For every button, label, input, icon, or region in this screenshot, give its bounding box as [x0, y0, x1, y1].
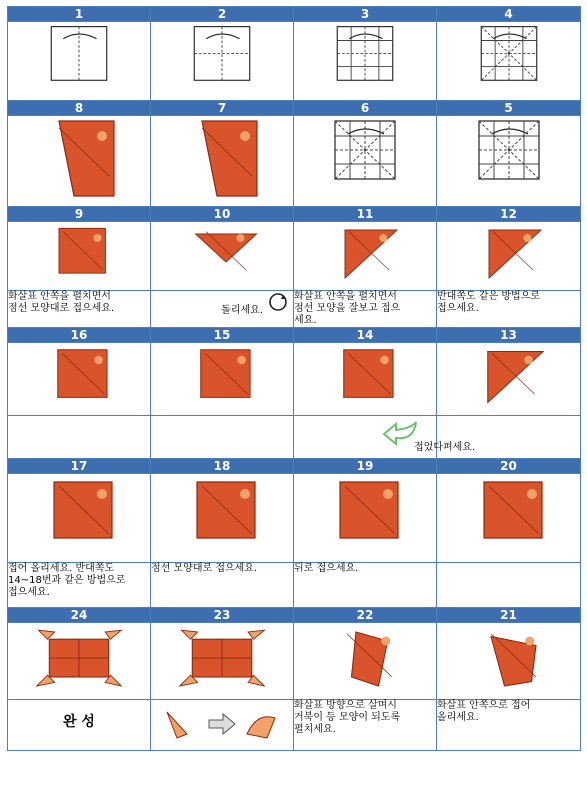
- hand-right-arrow-icon: [157, 704, 287, 744]
- step-diagram-cell: [294, 343, 437, 416]
- folded-paper: [197, 482, 255, 538]
- diagram-row: [8, 22, 581, 101]
- step-diagram: [300, 474, 430, 554]
- step-number: 4: [437, 7, 581, 22]
- instruction-text: 접어 올리세요. 반대쪽도 14~18번과 같은 방법으로 접으세요.: [8, 563, 126, 598]
- step-diagram: [444, 474, 574, 554]
- turtle-model: [37, 630, 122, 686]
- step-number: 13: [437, 328, 581, 343]
- step-diagram: [14, 343, 144, 411]
- folded-paper: [484, 482, 542, 538]
- folded-paper: [345, 230, 397, 278]
- step-diagram: [157, 623, 287, 695]
- paper-square: [51, 27, 107, 81]
- step-diagram: [300, 222, 430, 286]
- step-diagram-cell: [151, 474, 294, 563]
- turtle-model: [180, 630, 265, 686]
- step-diagram: [300, 343, 430, 411]
- step-diagram: [444, 623, 574, 695]
- step-number: 12: [437, 207, 581, 222]
- step-number: 2: [151, 7, 294, 22]
- step-diagram: [14, 623, 144, 695]
- step-diagram: [300, 623, 430, 695]
- folded-paper: [196, 232, 257, 270]
- instruction-cell: [151, 416, 294, 459]
- step-number: 1: [8, 7, 151, 22]
- paper-square: [479, 121, 539, 179]
- step-diagram-cell: [8, 116, 151, 207]
- step-number-row: [8, 459, 581, 474]
- instruction-cell: [151, 700, 294, 751]
- step-diagram: [14, 474, 144, 554]
- step-diagram-cell: [151, 22, 294, 101]
- instruction-cell: [437, 291, 581, 328]
- step-number: 15: [151, 328, 294, 343]
- step-number: 3: [294, 7, 437, 22]
- instruction-row: [8, 291, 581, 328]
- step-diagram: [157, 474, 287, 554]
- step-number: 17: [8, 459, 151, 474]
- step-diagram-cell: [294, 22, 437, 101]
- instruction-cell: [294, 416, 476, 459]
- green-arrow-icon: [382, 420, 418, 446]
- step-number: 9: [8, 207, 151, 222]
- step-number: 5: [437, 101, 581, 116]
- step-number: 20: [437, 459, 581, 474]
- step-diagram: [14, 22, 144, 96]
- folded-paper: [487, 352, 542, 403]
- instruction-row: [8, 700, 581, 751]
- instruction-text: 반대쪽도 같은 방법으로 접으세요.: [437, 291, 540, 314]
- paper-square: [335, 121, 395, 179]
- step-diagram: [444, 222, 574, 286]
- instruction-text: 뒤로 접으세요.: [294, 563, 359, 574]
- folded-paper: [59, 121, 114, 196]
- step-number: 6: [294, 101, 437, 116]
- instruction-cell: [294, 563, 437, 608]
- paper-square: [337, 27, 393, 81]
- instruction-text: 화살표 안쪽을 펼치면서 점선 모양대로 접으세요.: [8, 291, 115, 314]
- instruction-cell: [437, 563, 581, 608]
- instruction-text: 화살표 안쪽으로 접어 올리세요.: [437, 700, 531, 723]
- instruction-row: [8, 563, 581, 608]
- step-diagram-cell: [294, 222, 437, 291]
- instruction-cell: [437, 700, 581, 751]
- folded-paper: [59, 228, 105, 273]
- folded-paper: [58, 350, 107, 398]
- step-diagram-cell: [294, 623, 437, 700]
- step-diagram-cell: [437, 116, 581, 207]
- step-diagram: [14, 116, 144, 196]
- instruction-cell: [294, 700, 437, 751]
- step-number: 14: [294, 328, 437, 343]
- origami-instruction-sheet: [7, 6, 581, 751]
- step-diagram-cell: [437, 222, 581, 291]
- instruction-text: 돌리세요.: [221, 305, 263, 316]
- step-diagram: [300, 116, 430, 196]
- step-number: 10: [151, 207, 294, 222]
- step-diagram: [444, 116, 574, 196]
- step-diagram-cell: [8, 22, 151, 101]
- instruction-text: 점선 모양대로 접으세요.: [151, 563, 258, 574]
- diagram-row: [8, 343, 581, 416]
- folded-paper: [202, 121, 257, 196]
- instruction-cell: [294, 291, 437, 328]
- step-diagram: [157, 343, 287, 411]
- step-number-row: [8, 608, 581, 623]
- step-number: 23: [151, 608, 294, 623]
- step-diagram-cell: [151, 116, 294, 207]
- step-diagram-cell: [151, 222, 294, 291]
- instruction-row: [8, 416, 581, 459]
- folded-paper: [491, 634, 536, 686]
- step-number: 19: [294, 459, 437, 474]
- step-number: 16: [8, 328, 151, 343]
- step-diagram: [444, 22, 574, 96]
- step-diagram: [157, 22, 287, 96]
- instruction-text: 화살표 안쪽을 펼치면서 점선 모양을 잘보고 접으 세요.: [294, 291, 401, 326]
- folded-paper: [344, 350, 393, 398]
- step-diagram-cell: [294, 474, 437, 563]
- step-number: 22: [294, 608, 437, 623]
- step-diagram: [444, 343, 574, 411]
- step-diagram-cell: [8, 222, 151, 291]
- step-number: 24: [8, 608, 151, 623]
- rotate-icon: [267, 291, 289, 313]
- step-number-row: [8, 101, 581, 116]
- instruction-cell: [8, 291, 151, 328]
- instruction-cell: [151, 563, 294, 608]
- step-diagram-cell: [8, 343, 151, 416]
- step-diagram-cell: [437, 623, 581, 700]
- instruction-text: 접었다펴세요.: [414, 442, 476, 453]
- step-number-row: [8, 7, 581, 22]
- step-diagram-cell: [8, 474, 151, 563]
- step-number: 11: [294, 207, 437, 222]
- paper-square: [194, 27, 250, 81]
- folded-paper: [340, 482, 398, 538]
- step-diagram: [14, 222, 144, 286]
- diagram-row: [8, 222, 581, 291]
- step-diagram-cell: [8, 623, 151, 700]
- step-number: 7: [151, 101, 294, 116]
- step-number: 21: [437, 608, 581, 623]
- diagram-row: [8, 623, 581, 700]
- step-diagram: [157, 222, 287, 286]
- folded-paper: [201, 350, 250, 398]
- instruction-cell: [8, 700, 151, 751]
- step-diagram-cell: [151, 623, 294, 700]
- step-diagram-cell: [437, 22, 581, 101]
- step-diagram: [157, 116, 287, 196]
- folded-paper: [347, 632, 392, 686]
- folded-paper: [54, 482, 112, 538]
- step-number: 8: [8, 101, 151, 116]
- diagram-row: [8, 474, 581, 563]
- step-number-row: [8, 328, 581, 343]
- instruction-cell: [8, 416, 151, 459]
- completion-label: 완 성: [63, 714, 95, 730]
- step-diagram-cell: [294, 116, 437, 207]
- step-diagram-cell: [437, 343, 581, 416]
- step-diagram: [300, 22, 430, 96]
- folded-paper: [489, 230, 541, 278]
- step-diagram-cell: [437, 474, 581, 563]
- instruction-cell: [151, 291, 294, 328]
- instruction-text: 화살표 방향으로 살며시 거북이 등 모양이 되도록 펼치세요.: [294, 700, 401, 735]
- step-number: 18: [151, 459, 294, 474]
- diagram-row: [8, 116, 581, 207]
- paper-square: [481, 27, 537, 81]
- step-number-row: [8, 207, 581, 222]
- instruction-cell: [8, 563, 151, 608]
- step-diagram-cell: [151, 343, 294, 416]
